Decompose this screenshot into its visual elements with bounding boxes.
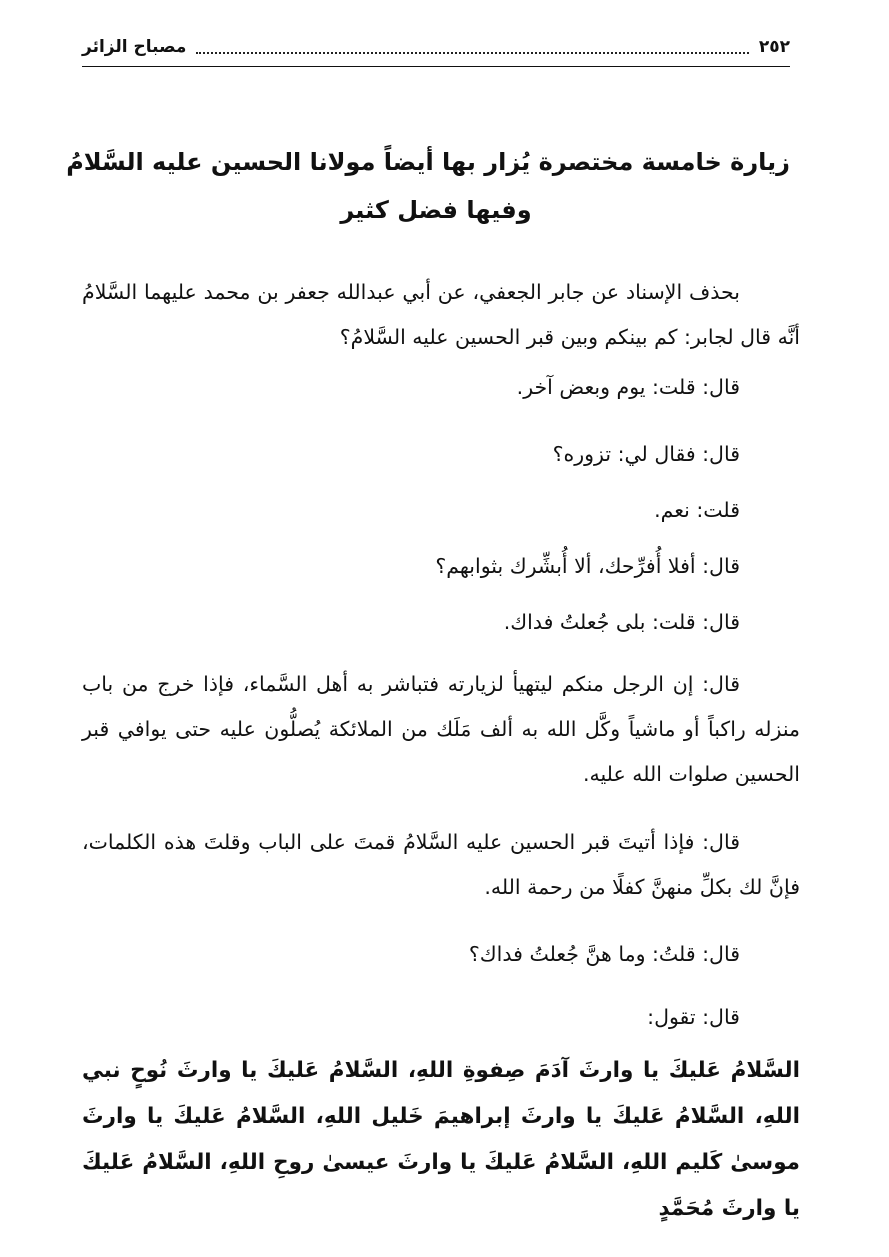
paragraph-glad-tidings: قال: أفلا أُفرِّحك، ألا أُبشِّرك بثوابهم؟ (435, 554, 740, 578)
paragraph-answer-distance: قال: قلت: يوم وبعض آخر. (516, 375, 740, 399)
paragraph-say: قال: تقول: (647, 1005, 740, 1029)
paragraph-answer-yes: قلت: نعم. (654, 498, 740, 522)
paragraph-angels: قال: إن الرجل منكم ليتهيأ لزيارته فتباشر به أهل السَّماء، فإذا خرج من باب منزله راكباً أو ماشياً وكَّل الله به ألف مَلَك من الملائكة يُصلُّون عليه حتى يوافي قبر الحسين صلوات الله عليه. (82, 672, 800, 786)
paragraph-question-visit: قال: فقال لي: تزوره؟ (552, 442, 740, 466)
paragraph-at-the-door: قال: فإذا أتيتَ قبر الحسين عليه السَّلامُ قمتَ على الباب وقلتَ هذه الكلمات، فإنَّ لك بكلِّ منهنَّ كفلًا من رحمة الله. (82, 830, 800, 899)
section-heading-line2: وفيها فضل كثير (340, 196, 532, 224)
paragraph-isnad: بحذف الإسناد عن جابر الجعفي، عن أبي عبدالله جعفر بن محمد عليهما السَّلامُ أنَّه قال لجابر: كم بينكم وبين قبر الحسين عليه السَّلامُ؟ (82, 280, 800, 349)
paragraph-answer-ransom: قال: قلت: بلى جُعلتُ فداك. (503, 610, 740, 634)
paragraph-what-are-they: قال: قلتُ: وما هنَّ جُعلتُ فداك؟ (468, 942, 740, 966)
paragraph-salutations: السَّلامُ عَليكَ يا وارثَ آدَمَ صِفوةِ اللهِ، السَّلامُ عَليكَ يا وارثَ نُوحٍ نبي اللهِ، السَّلامُ عَليكَ يا وارثَ إبراهيمَ خَليل اللهِ، السَّلامُ عَليكَ يا وارثَ موسىٰ كَليم اللهِ، السَّلامُ عَليكَ يا وارثَ عيسىٰ روحِ اللهِ، السَّلامُ عَليكَ يا وارثَ مُحَمَّدٍ (82, 1058, 800, 1221)
section-heading-line1: زيارة خامسة مختصرة يُزار بها أيضاً مولانا الحسين عليه السَّلامُ (66, 148, 790, 176)
running-title: مصباح الزائر (82, 37, 187, 57)
dot-leader (196, 52, 749, 54)
header-rule (82, 66, 790, 67)
page-number: ٢٥٢ (758, 37, 790, 57)
running-head (82, 30, 790, 64)
